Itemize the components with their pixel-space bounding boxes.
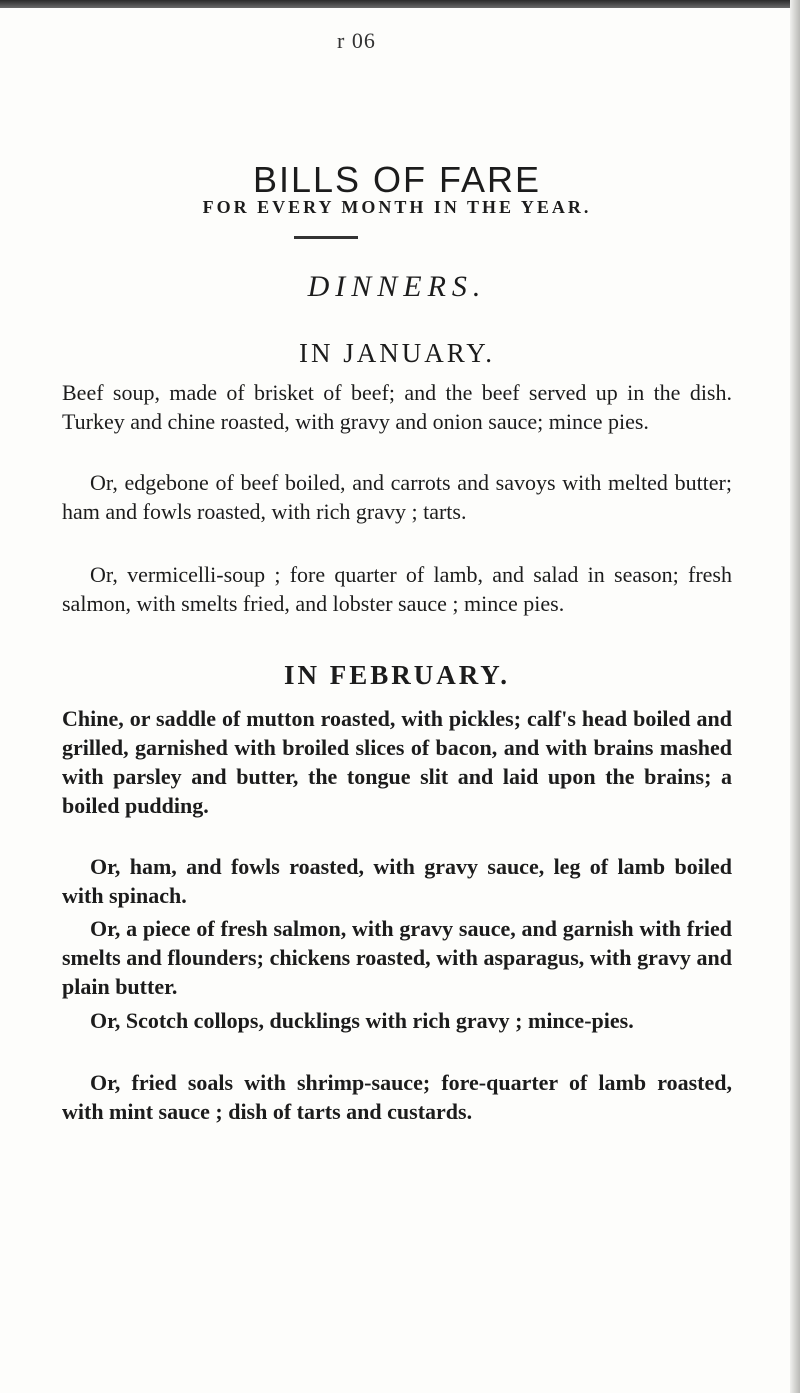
january-paragraph-3: Or, vermicelli-soup ; fore quarter of lamb, and salad in season; fresh salmon, with smelts fried, and lobster sauce ; mince pies. xyxy=(62,562,732,616)
month-heading-january: IN JANUARY. xyxy=(298,338,496,368)
section-title-dinners: DINNERS. xyxy=(307,270,487,303)
february-paragraph-5: Or, fried soals with shrimp-sauce; fore-quarter of lamb roasted, with mint sauce ; dish of tarts and custards. xyxy=(62,1070,732,1124)
january-paragraph-2: Or, edgebone of beef boiled, and carrots and savoys with melted butter; ham and fowls roasted, with rich gravy ; tarts. xyxy=(62,470,732,524)
page-subtitle: FOR EVERY MONTH IN THE YEAR. xyxy=(202,197,592,217)
february-paragraph-2: Or, ham, and fowls roasted, with gravy sauce, leg of lamb boiled with spinach. xyxy=(62,854,732,908)
folio-mark: r 06 xyxy=(337,28,376,53)
february-paragraph-4: Or, Scotch collops, ducklings with rich gravy ; mince-pies. xyxy=(90,1008,634,1033)
february-paragraph-1: Chine, or saddle of mutton roasted, with pickles; calf's head boiled and grilled, garnished with broiled slices of bacon, and with brains mashed with parsley and butter, the tongue slit and laid upon the brains; a boiled pudding. xyxy=(62,706,732,818)
page-right-edge xyxy=(790,0,800,1393)
january-paragraph-1: Beef soup, made of brisket of beef; and the beef served up in the dish. Turkey and chine roasted, with gravy and onion sauce; mince pies. xyxy=(62,380,732,434)
title-divider xyxy=(294,236,358,239)
february-paragraph-3: Or, a piece of fresh salmon, with gravy sauce, and garnish with fried smelts and flounders; chickens roasted, with asparagus, with gravy and plain butter. xyxy=(62,916,732,999)
page-title: BILLS OF FARE xyxy=(252,159,542,201)
page-top-edge xyxy=(0,0,800,8)
month-heading-february: IN FEBRUARY. xyxy=(283,660,511,690)
